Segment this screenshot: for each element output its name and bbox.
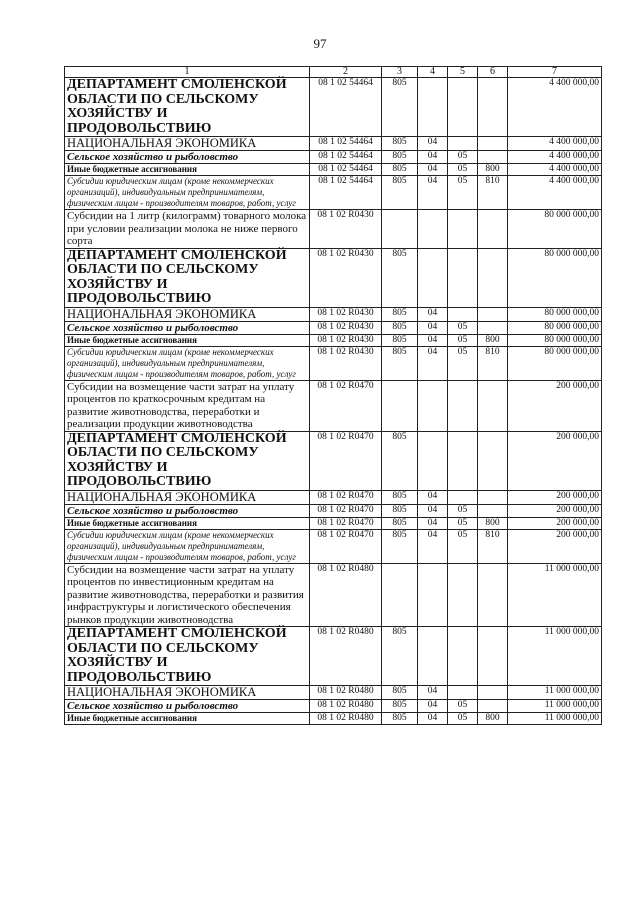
department-code: 805: [382, 713, 418, 725]
expense-type-code: [478, 137, 508, 151]
table-row: [65, 137, 602, 151]
table-row: [65, 210, 602, 249]
section-code: 04: [418, 504, 448, 517]
department-code: 805: [382, 151, 418, 164]
expense-type-code: [478, 686, 508, 700]
table-row: [65, 380, 602, 431]
amount: 80 000 000,00: [508, 346, 602, 380]
department-code: 805: [382, 346, 418, 380]
section-code: [418, 431, 448, 490]
row-description: Иные бюджетные ассигнования: [65, 713, 310, 725]
section-code: 04: [418, 151, 448, 164]
amount: 200 000,00: [508, 380, 602, 431]
target-article-code: 08 1 02 R0480: [310, 563, 382, 627]
department-code: 805: [382, 248, 418, 307]
row-description: Сельское хозяйство и рыболовство: [65, 321, 310, 334]
row-description: Сельское хозяйство и рыболовство: [65, 700, 310, 713]
amount: 11 000 000,00: [508, 713, 602, 725]
column-header: 6: [478, 67, 508, 78]
target-article-code: 08 1 02 R0470: [310, 431, 382, 490]
target-article-code: 08 1 02 54464: [310, 164, 382, 176]
expense-type-code: 800: [478, 334, 508, 346]
amount: 11 000 000,00: [508, 627, 602, 686]
row-description: Субсидии юридическим лицам (кроме некоммерческих организаций), индивидуальным предпринимателям, физическим лицам - производителям товаров, работ, услуг: [65, 529, 310, 563]
department-code: [382, 563, 418, 627]
section-code: 04: [418, 700, 448, 713]
expense-type-code: 810: [478, 529, 508, 563]
row-description: ДЕПАРТАМЕНТ СМОЛЕНСКОЙ ОБЛАСТИ ПО СЕЛЬСКОМУ ХОЗЯЙСТВУ И ПРОДОВОЛЬСТВИЮ: [65, 248, 310, 307]
subsection-code: [448, 307, 478, 321]
target-article-code: 08 1 02 54464: [310, 78, 382, 137]
section-code: 04: [418, 713, 448, 725]
column-header: 7: [508, 67, 602, 78]
amount: 200 000,00: [508, 529, 602, 563]
department-code: 805: [382, 176, 418, 210]
column-header: 2: [310, 67, 382, 78]
department-code: 805: [382, 686, 418, 700]
target-article-code: 08 1 02 R0430: [310, 248, 382, 307]
amount: 80 000 000,00: [508, 248, 602, 307]
subsection-code: [448, 490, 478, 504]
table-row: [65, 164, 602, 176]
section-code: 04: [418, 490, 448, 504]
department-code: 805: [382, 517, 418, 529]
amount: 4 400 000,00: [508, 78, 602, 137]
amount: 200 000,00: [508, 517, 602, 529]
section-code: 04: [418, 307, 448, 321]
amount: 80 000 000,00: [508, 307, 602, 321]
row-description: Сельское хозяйство и рыболовство: [65, 151, 310, 164]
department-code: 805: [382, 431, 418, 490]
row-description: НАЦИОНАЛЬНАЯ ЭКОНОМИКА: [65, 490, 310, 504]
column-header: 4: [418, 67, 448, 78]
amount: 4 400 000,00: [508, 137, 602, 151]
row-description: Субсидии на возмещение части затрат на уплату процентов по инвестиционным кредитам на развитие животноводства, переработки и развития инфраструктуры и логистического обеспечения рынков продукции животноводства: [65, 563, 310, 627]
expense-type-code: [478, 627, 508, 686]
subsection-code: 05: [448, 176, 478, 210]
row-description: ДЕПАРТАМЕНТ СМОЛЕНСКОЙ ОБЛАСТИ ПО СЕЛЬСКОМУ ХОЗЯЙСТВУ И ПРОДОВОЛЬСТВИЮ: [65, 627, 310, 686]
department-code: 805: [382, 627, 418, 686]
subsection-code: 05: [448, 164, 478, 176]
subsection-code: [448, 78, 478, 137]
subsection-code: 05: [448, 151, 478, 164]
expense-type-code: [478, 380, 508, 431]
expense-type-code: [478, 307, 508, 321]
target-article-code: 08 1 02 54464: [310, 176, 382, 210]
amount: 11 000 000,00: [508, 563, 602, 627]
expense-type-code: 800: [478, 164, 508, 176]
section-code: 04: [418, 321, 448, 334]
table-row: [65, 700, 602, 713]
subsection-code: 05: [448, 529, 478, 563]
subsection-code: [448, 248, 478, 307]
subsection-code: [448, 210, 478, 249]
table-row: [65, 627, 602, 686]
row-description: Иные бюджетные ассигнования: [65, 517, 310, 529]
target-article-code: 08 1 02 R0430: [310, 210, 382, 249]
row-description: Сельское хозяйство и рыболовство: [65, 504, 310, 517]
table-row: [65, 78, 602, 137]
section-code: 04: [418, 137, 448, 151]
row-description: Иные бюджетные ассигнования: [65, 334, 310, 346]
subsection-code: [448, 627, 478, 686]
target-article-code: 08 1 02 R0470: [310, 517, 382, 529]
target-article-code: 08 1 02 R0430: [310, 334, 382, 346]
section-code: 04: [418, 686, 448, 700]
target-article-code: 08 1 02 R0430: [310, 321, 382, 334]
target-article-code: 08 1 02 R0480: [310, 700, 382, 713]
table-row: [65, 346, 602, 380]
department-code: 805: [382, 321, 418, 334]
department-code: 805: [382, 504, 418, 517]
row-description: ДЕПАРТАМЕНТ СМОЛЕНСКОЙ ОБЛАСТИ ПО СЕЛЬСКОМУ ХОЗЯЙСТВУ И ПРОДОВОЛЬСТВИЮ: [65, 78, 310, 137]
section-code: [418, 563, 448, 627]
amount: 200 000,00: [508, 504, 602, 517]
subsection-code: [448, 563, 478, 627]
amount: 80 000 000,00: [508, 210, 602, 249]
expense-type-code: 810: [478, 346, 508, 380]
expense-type-code: [478, 700, 508, 713]
department-code: 805: [382, 700, 418, 713]
row-description: НАЦИОНАЛЬНАЯ ЭКОНОМИКА: [65, 307, 310, 321]
section-code: [418, 210, 448, 249]
target-article-code: 08 1 02 54464: [310, 137, 382, 151]
row-description: Иные бюджетные ассигнования: [65, 164, 310, 176]
table-row: [65, 151, 602, 164]
expense-type-code: [478, 78, 508, 137]
subsection-code: 05: [448, 713, 478, 725]
section-code: 04: [418, 176, 448, 210]
expense-type-code: 800: [478, 517, 508, 529]
expense-type-code: [478, 321, 508, 334]
expense-type-code: [478, 563, 508, 627]
amount: 80 000 000,00: [508, 321, 602, 334]
amount: 4 400 000,00: [508, 151, 602, 164]
row-description: Субсидии на 1 литр (килограмм) товарного молока при условии реализации молока не ниже первого сорта: [65, 210, 310, 249]
section-code: [418, 248, 448, 307]
target-article-code: 08 1 02 R0480: [310, 713, 382, 725]
expense-type-code: [478, 151, 508, 164]
expense-type-code: [478, 431, 508, 490]
target-article-code: 08 1 02 R0470: [310, 380, 382, 431]
expense-type-code: 800: [478, 713, 508, 725]
table-row: [65, 176, 602, 210]
section-code: 04: [418, 529, 448, 563]
department-code: [382, 210, 418, 249]
amount: 80 000 000,00: [508, 334, 602, 346]
row-description: Субсидии на возмещение части затрат на уплату процентов по краткосрочным кредитам на развитие животноводства, переработки и реализации продукции животноводства: [65, 380, 310, 431]
table-row: [65, 563, 602, 627]
column-number-row: [65, 67, 602, 78]
subsection-code: 05: [448, 334, 478, 346]
department-code: 805: [382, 78, 418, 137]
target-article-code: 08 1 02 54464: [310, 151, 382, 164]
row-description: Субсидии юридическим лицам (кроме некоммерческих организаций), индивидуальным предпринимателям, физическим лицам - производителям товаров, работ, услуг: [65, 346, 310, 380]
amount: 200 000,00: [508, 490, 602, 504]
department-code: 805: [382, 164, 418, 176]
row-description: НАЦИОНАЛЬНАЯ ЭКОНОМИКА: [65, 137, 310, 151]
subsection-code: 05: [448, 504, 478, 517]
department-code: 805: [382, 307, 418, 321]
section-code: 04: [418, 346, 448, 380]
table-row: [65, 321, 602, 334]
department-code: [382, 380, 418, 431]
department-code: 805: [382, 334, 418, 346]
target-article-code: 08 1 02 R0470: [310, 504, 382, 517]
department-code: 805: [382, 137, 418, 151]
table-row: [65, 517, 602, 529]
amount: 11 000 000,00: [508, 686, 602, 700]
subsection-code: 05: [448, 517, 478, 529]
subsection-code: [448, 380, 478, 431]
row-description: НАЦИОНАЛЬНАЯ ЭКОНОМИКА: [65, 686, 310, 700]
table-row: [65, 504, 602, 517]
subsection-code: 05: [448, 346, 478, 380]
table-row: [65, 529, 602, 563]
table-row: [65, 431, 602, 490]
expense-type-code: [478, 490, 508, 504]
amount: 11 000 000,00: [508, 700, 602, 713]
department-code: 805: [382, 490, 418, 504]
target-article-code: 08 1 02 R0430: [310, 307, 382, 321]
expense-type-code: 810: [478, 176, 508, 210]
row-description: ДЕПАРТАМЕНТ СМОЛЕНСКОЙ ОБЛАСТИ ПО СЕЛЬСКОМУ ХОЗЯЙСТВУ И ПРОДОВОЛЬСТВИЮ: [65, 431, 310, 490]
section-code: 04: [418, 164, 448, 176]
table-row: [65, 686, 602, 700]
amount: 200 000,00: [508, 431, 602, 490]
target-article-code: 08 1 02 R0430: [310, 346, 382, 380]
section-code: [418, 78, 448, 137]
expense-type-code: [478, 210, 508, 249]
section-code: 04: [418, 517, 448, 529]
target-article-code: 08 1 02 R0470: [310, 529, 382, 563]
table-row: [65, 248, 602, 307]
subsection-code: [448, 431, 478, 490]
table-row: [65, 490, 602, 504]
expense-type-code: [478, 504, 508, 517]
target-article-code: 08 1 02 R0480: [310, 686, 382, 700]
amount: 4 400 000,00: [508, 176, 602, 210]
expense-type-code: [478, 248, 508, 307]
department-code: 805: [382, 529, 418, 563]
column-header: 3: [382, 67, 418, 78]
section-code: [418, 627, 448, 686]
amount: 4 400 000,00: [508, 164, 602, 176]
section-code: [418, 380, 448, 431]
table-row: [65, 713, 602, 725]
section-code: 04: [418, 334, 448, 346]
subsection-code: [448, 686, 478, 700]
target-article-code: 08 1 02 R0470: [310, 490, 382, 504]
target-article-code: 08 1 02 R0480: [310, 627, 382, 686]
subsection-code: [448, 137, 478, 151]
column-header: 5: [448, 67, 478, 78]
table-body: [65, 78, 602, 725]
row-description: Субсидии юридическим лицам (кроме некоммерческих организаций), индивидуальным предпринимателям, физическим лицам - производителям товаров, работ, услуг: [65, 176, 310, 210]
column-header: 1: [65, 67, 310, 78]
subsection-code: 05: [448, 700, 478, 713]
table-row: [65, 307, 602, 321]
budget-table: [64, 66, 602, 725]
table-row: [65, 334, 602, 346]
page-number: 97: [313, 36, 327, 51]
subsection-code: 05: [448, 321, 478, 334]
